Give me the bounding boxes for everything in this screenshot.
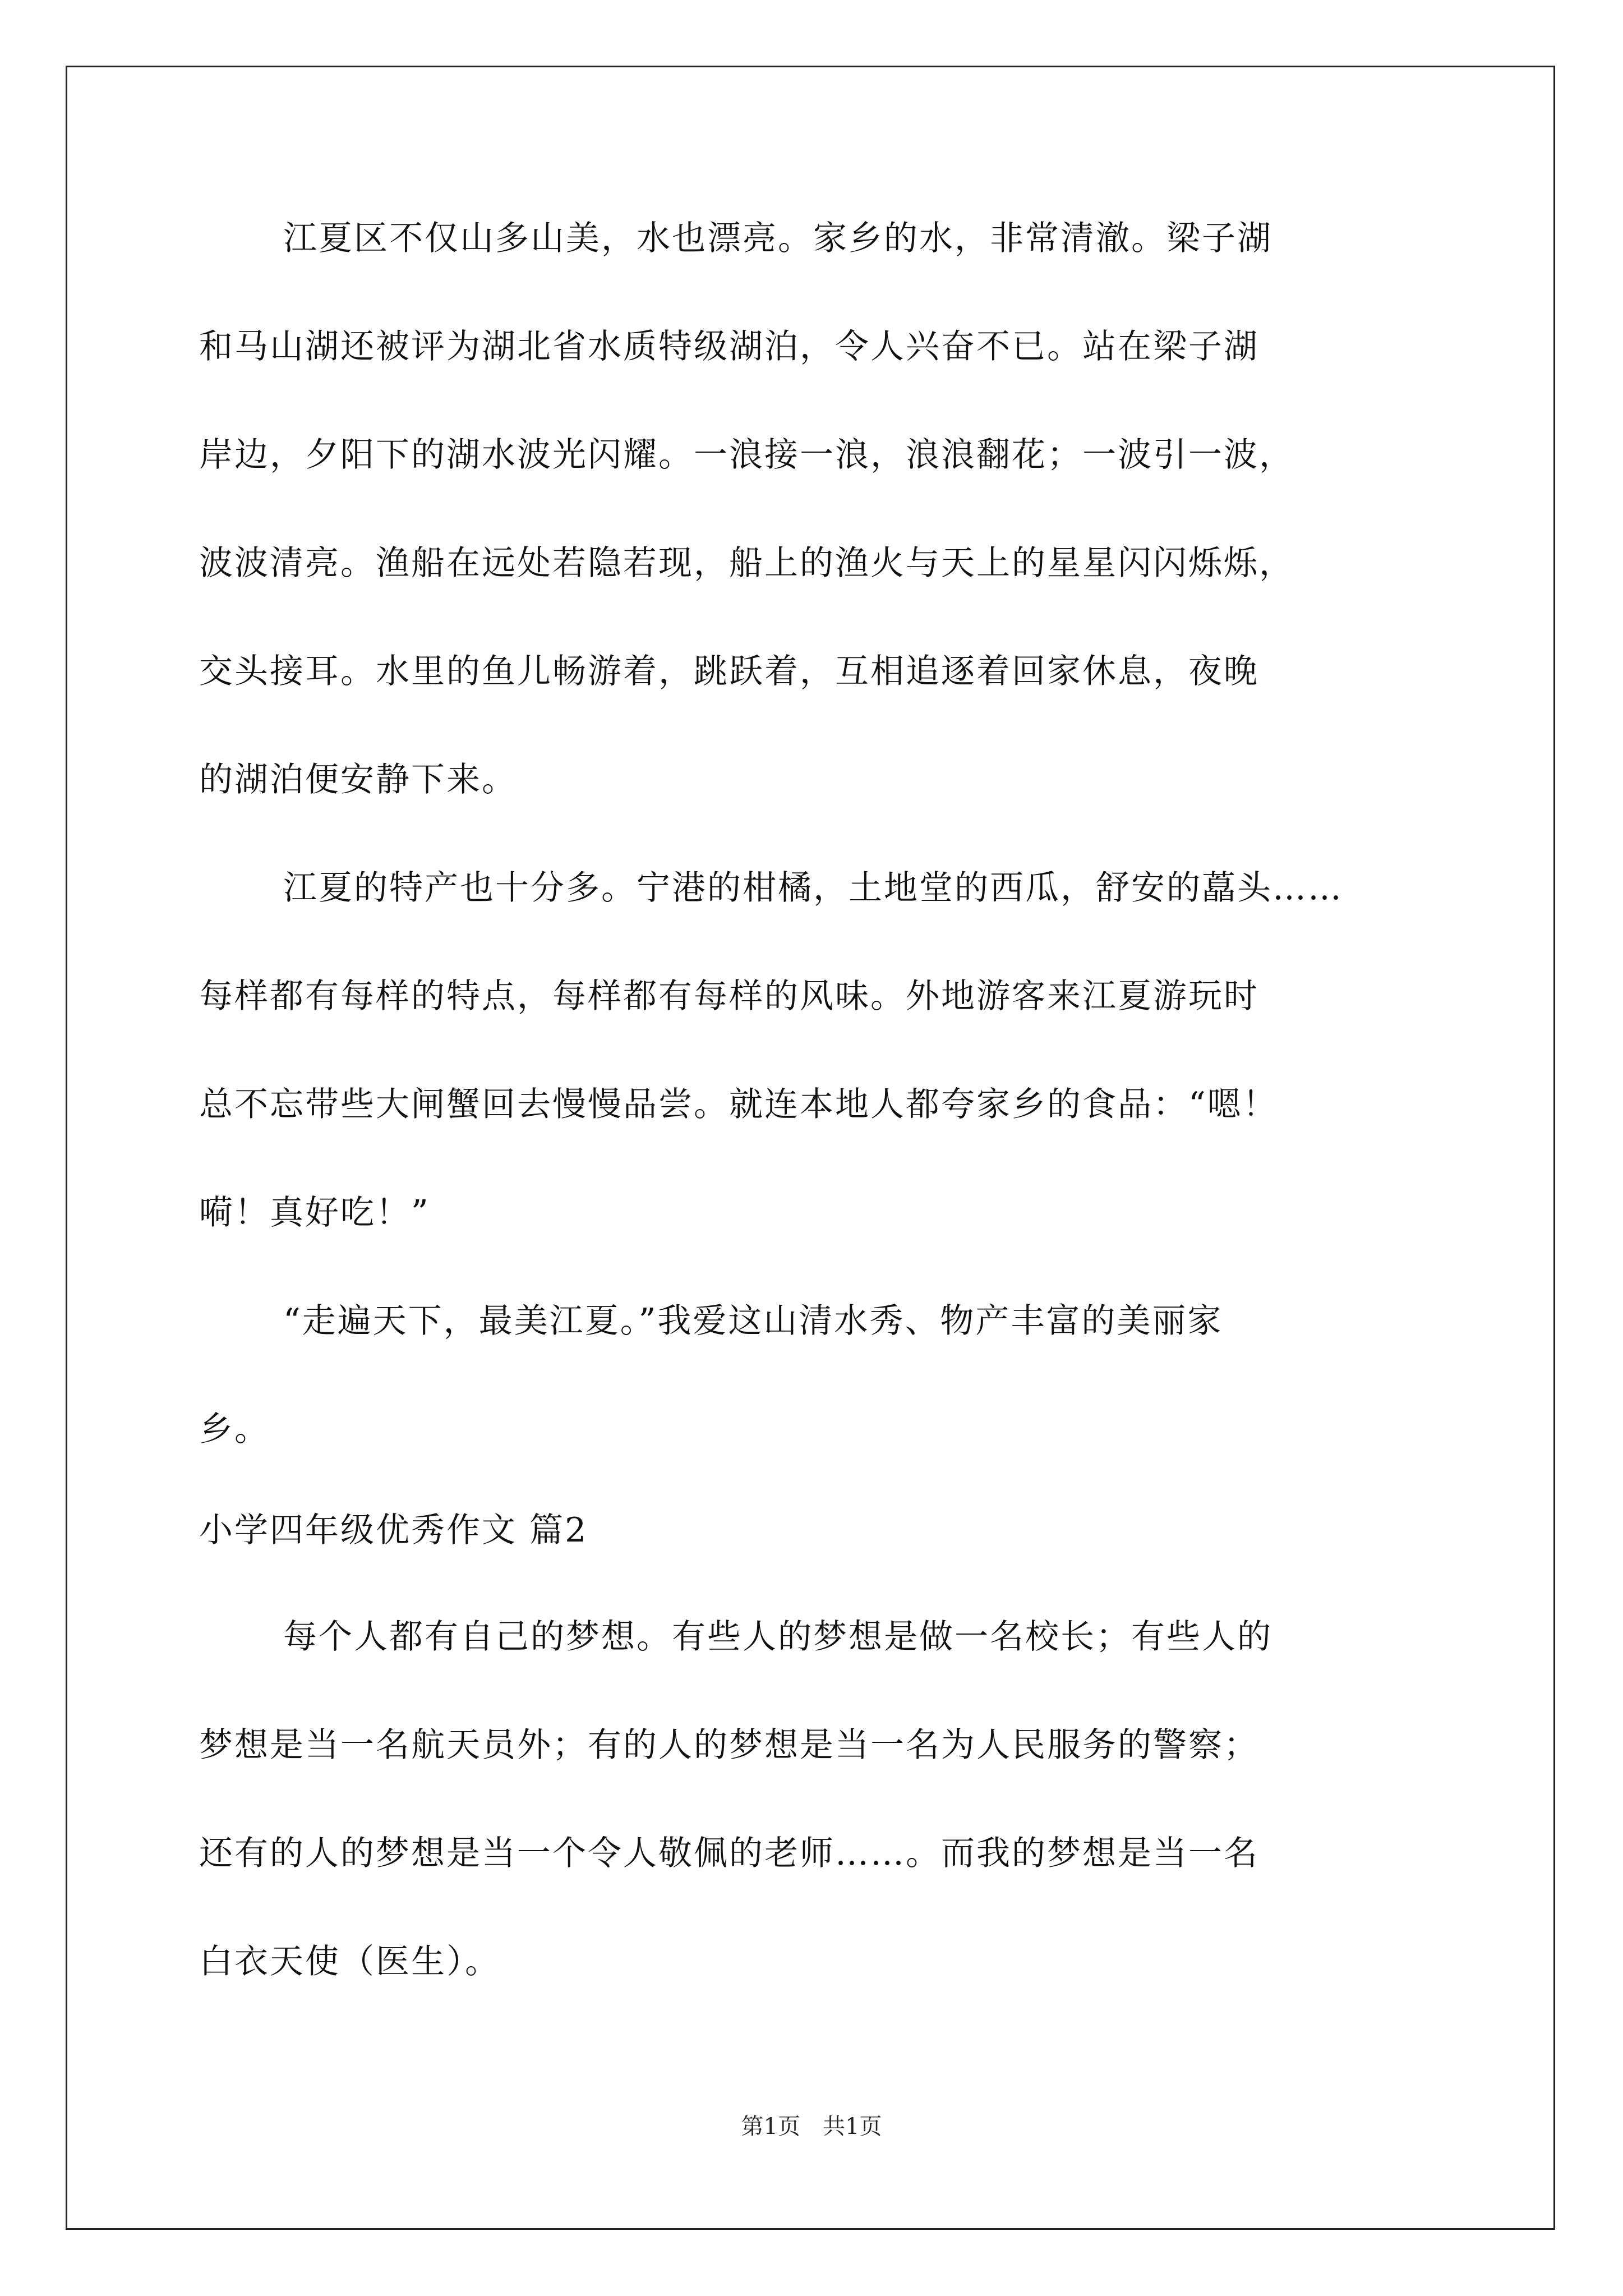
paragraph-1-line-2: 和马山湖还被评为湖北省水质特级湖泊，令人兴奋不已。站在梁子湖 [199,327,1259,366]
paragraph-1-line-4: 波波清亮。渔船在远处若隐若现，船上的渔火与天上的星星闪闪烁烁， [199,544,1294,583]
paragraph-4-line-1: 每个人都有自己的梦想。有些人的梦想是做一名校长；有些人的 [283,1617,1272,1657]
paragraph-1-line-5: 交头接耳。水里的鱼儿畅游着，跳跃着，互相追逐着回家休息，夜晚 [199,652,1259,691]
paragraph-1-line-6: 的湖泊便安静下来。 [199,760,517,799]
paragraph-1-line-3: 岸边，夕阳下的湖水波光闪耀。一浪接一浪，浪浪翻花；一波引一波， [199,435,1294,475]
paragraph-3-line-2: 乡。 [199,1410,270,1449]
page-footer: 第1页 共1页 [741,2114,882,2139]
section-heading: 小学四年级优秀作文 篇2 [199,1511,588,1550]
paragraph-4-line-2: 梦想是当一名航天员外；有的人的梦想是当一名为人民服务的警察； [199,1726,1259,1765]
paragraph-1-line-1: 江夏区不仅山多山美，水也漂亮。家乡的水，非常清澈。梁子湖 [283,219,1272,258]
paragraph-2-line-3: 总不忘带些大闸蟹回去慢慢品尝。就连本地人都夸家乡的食品：“嗯！ [199,1085,1278,1124]
page-border [66,66,1555,2230]
paragraph-4-line-3: 还有的人的梦想是当一个令人敬佩的老师……。而我的梦想是当一名 [199,1834,1259,1873]
paragraph-2-line-2: 每样都有每样的特点，每样都有每样的风味。外地游客来江夏游玩时 [199,977,1259,1016]
paragraph-2-line-4: 嗬！真好吃！” [199,1193,430,1232]
paragraph-4-line-4: 白衣天使（医生）。 [199,1942,500,1981]
paragraph-3-line-1: “走遍天下，最美江夏。”我爱这山清水秀、物产丰富的美丽家 [283,1301,1223,1341]
paragraph-2-line-1: 江夏的特产也十分多。宁港的柑橘，土地堂的西瓜，舒安的藠头…… [283,868,1343,908]
